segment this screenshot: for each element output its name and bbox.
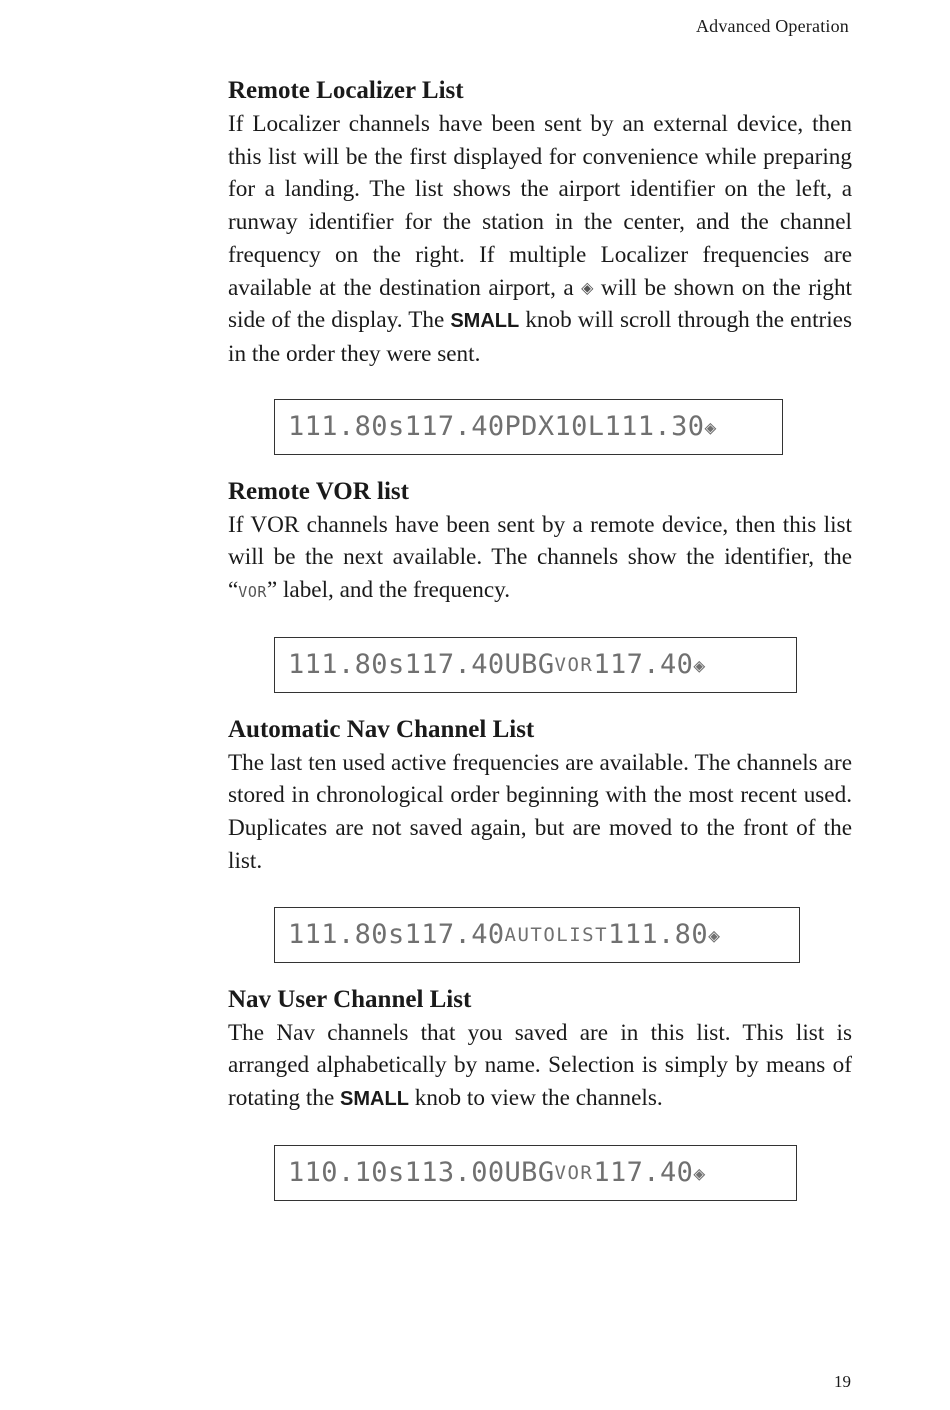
lcd-vor-label: VOR xyxy=(554,1161,594,1184)
body-text-fragment: If VOR channels have been sent by a remote device, then this list will be the next available. The channels show the identifier, the “ xyxy=(228,511,852,604)
lcd-multiple-frequency-diamond-icon: ◈ xyxy=(704,414,717,439)
lcd-active-frequency: 111.80 xyxy=(288,411,388,443)
small-knob-keyword: SMALL xyxy=(340,1087,409,1110)
lcd-display-nav-user xyxy=(274,1145,797,1201)
section-heading-automatic-nav: Automatic Nav Channel List xyxy=(228,715,535,743)
lcd-standby-frequency: s117.40 xyxy=(387,919,505,951)
lcd-display-autolist xyxy=(274,907,800,963)
body-text-fragment: knob will scroll through the entries in the order they were sent. xyxy=(228,307,852,367)
lcd-runway-identifier: 10L xyxy=(554,411,605,443)
vor-label-inline: VOR xyxy=(238,583,267,602)
lcd-station-identifier: UBG xyxy=(504,1157,555,1189)
body-text-fragment: will be shown on the right side of the display. The xyxy=(228,274,852,334)
page-content xyxy=(228,74,852,1201)
lcd-multiple-frequency-diamond-icon: ◈ xyxy=(707,922,721,947)
body-text-fragment: The Nav channels that you saved are in this list. This list is arranged alphabetically by name. Selection is simply by means of rotating the xyxy=(228,1019,852,1111)
section-heading-nav-user: Nav User Channel List xyxy=(228,985,472,1013)
running-header: Advanced Operation xyxy=(695,16,849,36)
lcd-display-remote-vor xyxy=(274,637,797,693)
section-heading-remote-localizer: Remote Localizer List xyxy=(228,77,464,104)
lcd-active-frequency: 111.80 xyxy=(288,919,388,951)
small-knob-keyword: SMALL xyxy=(450,310,520,333)
section-body-automatic-nav: The last ten used active frequencies are available. The channels are stored in chronological order beginning with the most recent used. Duplicates are not saved again, but are moved to the front of the list. xyxy=(228,749,852,874)
lcd-display-remote-localizer xyxy=(274,399,783,455)
lcd-active-frequency: 110.10 xyxy=(288,1157,388,1189)
lcd-standby-frequency: s113.00 xyxy=(387,1157,505,1189)
lcd-standby-frequency: s117.40 xyxy=(387,649,505,681)
page-number: 19 xyxy=(834,1372,851,1391)
lcd-airport-identifier: PDX xyxy=(504,411,555,443)
section-body-nav-user xyxy=(228,1017,852,1116)
lcd-standby-frequency: s117.40 xyxy=(387,411,505,443)
lcd-channel-frequency: 117.40 xyxy=(593,1157,694,1189)
lcd-vor-label: VOR xyxy=(554,653,594,676)
body-text-fragment: ” label, and the frequency. xyxy=(266,577,511,604)
section-body-remote-vor xyxy=(228,509,852,609)
lcd-active-frequency: 111.80 xyxy=(288,649,388,681)
body-text-fragment: If Localizer channels have been sent by an external device, then this list will be the first displayed for convenience while preparing for a landing. The list shows the airport identifier on the left, a runway identifier for the station in the center, and the channel frequency on the right. If multiple Localizer frequencies are available at the destination airport, a xyxy=(228,111,852,301)
section-heading-remote-vor: Remote VOR list xyxy=(228,477,409,505)
lcd-channel-frequency: 111.30 xyxy=(604,411,705,443)
lcd-autolist-label: AUTOLIST xyxy=(504,923,609,946)
lcd-channel-frequency: 117.40 xyxy=(593,649,694,681)
lcd-channel-frequency: 111.80 xyxy=(608,919,708,951)
section-body-remote-localizer xyxy=(228,108,852,371)
lcd-multiple-frequency-diamond-icon: ◈ xyxy=(693,652,706,677)
lcd-multiple-frequency-diamond-icon: ◈ xyxy=(693,1160,706,1185)
body-text-fragment: knob to view the channels. xyxy=(408,1084,663,1111)
lcd-station-identifier: UBG xyxy=(504,649,555,681)
multiple-frequency-diamond-icon: ◈ xyxy=(581,277,594,297)
